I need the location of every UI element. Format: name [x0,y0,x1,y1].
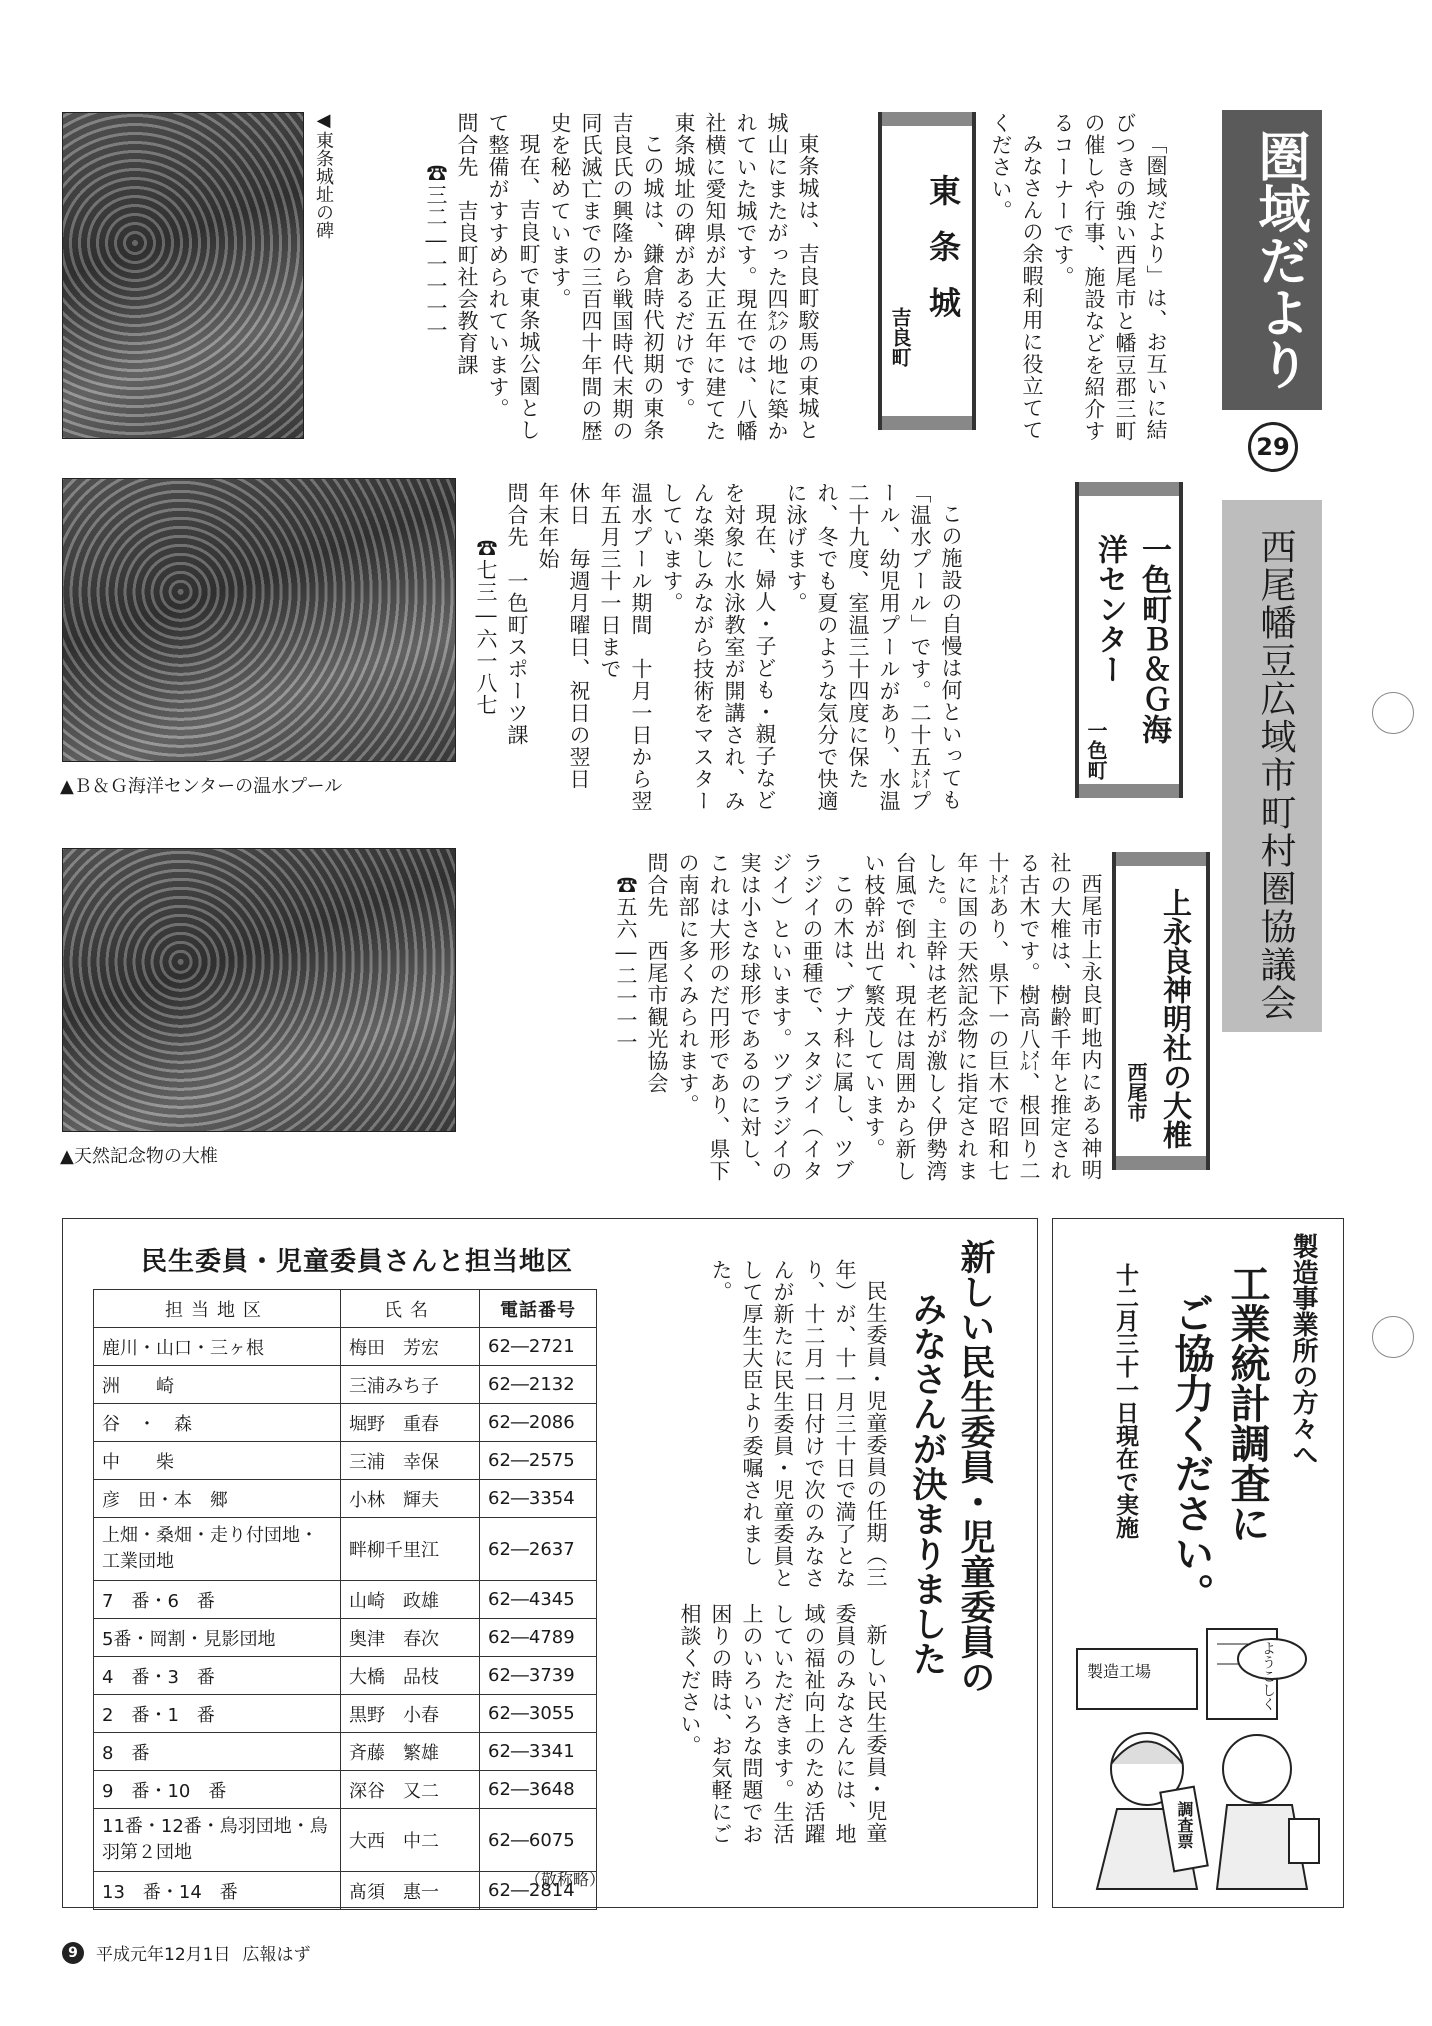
table-cell-name: 黒野 小春 [341,1695,480,1733]
bg-area-label: 一色町 [1084,720,1108,780]
minsei-paragraph: 民生委員・児童委員の任期（三年）が、十一月三十日で満了となり、十二月一日付けで次のみなさんが新たに民生委員・児童委員として厚生大臣より委嘱されました。 [709,1259,888,1589]
tojo-paragraph: 東条城は、吉良町駮馬の東城と城山にまたがった四㌶の地に築かれていた城です。現在では、八幡社横に愛知県が大正五年に建てた東条城址の碑があるだけです。 [672,112,820,442]
table-row [94,1619,597,1657]
tojo-contact-tel: ☎三二―一一一一 [424,162,448,341]
table-row [94,1480,597,1518]
bg-contact-label: 問合先 一色町スポーツ課 [505,482,529,746]
intro-paragraph: みなさんの余暇利用に役立ててください。 [989,112,1044,441]
footer-date: 平成元年12月1日 [96,1945,231,1965]
minsei-heading [903,1239,999,1694]
binder-hole [1372,1316,1414,1358]
minsei-heading-line2: みなさんが決まりました [907,1291,947,1676]
table-cell-area: 谷 ・ 森 [94,1404,341,1442]
table-header-row [94,1290,597,1328]
table-title: 民生委員・児童委員さんと担当地区 [141,1247,574,1277]
table-cell-name: 堀野 重春 [341,1404,480,1442]
table-row [94,1328,597,1366]
bg-text [470,482,966,812]
table-cell-tel: 62―2814 [480,1872,597,1910]
minsei-paragraph: 新しい民生委員・児童委員のみなさんには、地域の福祉向上のため活躍していただきます。生活上のいろいろな問題でお困りの時は、お気軽にご相談ください。 [678,1603,888,1845]
shimmei-area: 西尾市 [1124,1062,1148,1122]
footer [62,1940,310,1965]
footer-pub: 広報はず [242,1945,311,1965]
table-cell-area: 8 番 [94,1733,341,1771]
shimmei-heading-box [1112,852,1210,1170]
table-cell-name: 小林 輝夫 [341,1480,480,1518]
table-cell-tel: 62―2721 [480,1328,597,1366]
banner [1222,110,1322,1032]
th-tel: 電話番号 [480,1290,597,1328]
binder-hole [1372,692,1414,734]
survey-line2: 工業統計調査に [1224,1263,1270,1543]
table-cell-name: 三浦みち子 [341,1366,480,1404]
minsei-heading-line1: 新しい民生委員・児童委員の [955,1239,995,1694]
table-cell-name: 梅田 芳宏 [341,1328,480,1366]
table-cell-area: 7 番・6 番 [94,1581,341,1619]
table-cell-tel: 62―3354 [480,1480,597,1518]
table-cell-name: 大西 中二 [341,1809,480,1872]
shimmei-photo [62,848,456,1132]
table-row [94,1771,597,1809]
table-cell-name: 奥津 春次 [341,1619,480,1657]
table-cell-name: 山崎 政雄 [341,1581,480,1619]
table-cell-tel: 62―3055 [480,1695,597,1733]
table-row [94,1366,597,1404]
bg-heading: 一色町Ｂ＆Ｇ海洋センター [1092,534,1171,744]
table-cell-name: 大橋 品枝 [341,1657,480,1695]
shimmei-heading: 上永良神明社の大椎 [1159,888,1193,1149]
table-cell-name: 畔柳千里江 [341,1518,480,1581]
table-cell-area: 5番・岡割・見影団地 [94,1619,341,1657]
tojo-paragraph: 現在、吉良町で東条城公園として整備がすすめられています。 [486,112,541,441]
bg-caption: ▲Ｂ＆Ｇ海洋センターの温水プール [60,776,343,797]
minsei-text [661,1259,891,1599]
table-cell-tel: 62―4345 [480,1581,597,1619]
table-cell-name: 斉藤 繁雄 [341,1733,480,1771]
shimmei-contact-tel: ☎五六―二一一一 [614,874,638,1053]
table-cell-area: 彦 田・本 郷 [94,1480,341,1518]
minsei-table-box [62,1218,1038,1908]
survey-box [1052,1218,1344,1908]
table-cell-tel: 62―3648 [480,1771,597,1809]
table-row [94,1442,597,1480]
table-cell-area: 中 柴 [94,1442,341,1480]
bg-contact [501,482,532,812]
table-cell-tel: 62―3341 [480,1733,597,1771]
table-row [94,1518,597,1581]
table-note: （敬称略） [525,1870,606,1889]
table-cell-tel: 62―3739 [480,1657,597,1695]
table-row [94,1733,597,1771]
tojo-text [420,112,823,442]
tojo-heading-box [878,112,976,430]
shimmei-contact-label: 問合先 西尾市観光協会 [645,852,669,1094]
intro-text [985,112,1171,442]
table-cell-tel: 62―4789 [480,1619,597,1657]
table-cell-area: 鹿川・山口・三ヶ根 [94,1328,341,1366]
table-cell-area: 洲 崎 [94,1366,341,1404]
tojo-area: 吉良町 [888,307,912,367]
bg-paragraph: 温水プール期間 十月一日から翌年五月三十一日まで [598,482,653,812]
table-cell-name: 髙須 惠一 [341,1872,480,1910]
shimmei-paragraph: この木は、ブナ科に属し、ツブラジイの亜種で、スタジイ（イタジイ）といいます。ツブラジイの実は小さな球形であるのに対し、これは大形のだ円形であり、県下の南部に多くみられます。 [676,852,855,1182]
survey-paper: 調査票 [1175,1801,1194,1849]
table-cell-area: 9 番・10 番 [94,1771,341,1809]
table-row [94,1695,597,1733]
survey-speech: ようこしく [1260,1641,1276,1711]
bg-paragraph: 休日 毎週月曜日、祝日の翌日 年末年始 [536,482,591,812]
table-cell-tel: 62―2132 [480,1366,597,1404]
table-cell-area: 11番・12番・鳥羽団地・鳥羽第２団地 [94,1809,341,1872]
footer-page: 9 [62,1942,84,1964]
bg-contact-tel: ☎七三―六一八七 [474,537,498,716]
tojo-heading: 東条城 [924,174,962,342]
bg-paragraph: 現在、婦人・子ども・親子などを対象に水泳教室が開講され、みんな楽しみながら技術をマスターしています。 [660,482,777,812]
intro-paragraph: 「圏域だより」は、お互いに結びつきの強い西尾市と幡豆郡三町の催しや行事、施設などを紹介するコーナーです。 [1051,112,1168,442]
bg-contact-tel-line [470,482,501,812]
survey-line4: 十二月三十一日現在で実施 [1112,1263,1138,1539]
bg-paragraph: この施設の自慢は何といっても「温水プール」です。二十五㍍プール、幼児用プールがあり、水温二十九度、室温三十四度に保たれ、冬でも夏のような気分で快適に泳げます。 [784,482,963,812]
shimmei-contact [610,852,672,1182]
table-cell-name: 深谷 又二 [341,1771,480,1809]
table-row [94,1872,597,1910]
banner-title: 圏域だより [1249,130,1309,390]
survey-sign: 製造工場 [1087,1662,1152,1681]
table-cell-area: 上畑・桑畑・走り付団地・工業団地 [94,1518,341,1581]
table-cell-tel: 62―2637 [480,1518,597,1581]
banner-subtitle-block [1222,500,1322,1032]
th-area: 担当地区 [94,1290,341,1328]
banner-subtitle: 西尾幡豆広域市町村圏協議会 [1255,528,1296,1022]
table-row [94,1404,597,1442]
survey-line1: 製造事業所の方々へ [1288,1233,1318,1467]
table-cell-area: 2 番・1 番 [94,1695,341,1733]
tojo-caption: ◀東条城址の碑 [313,110,334,239]
survey-line3: ご協力ください。 [1168,1293,1214,1613]
th-name: 氏名 [341,1290,480,1328]
tojo-contact-label: 問合先 吉良町社会教育課 [455,112,479,376]
table-row [94,1657,597,1695]
table-cell-name: 三浦 幸保 [341,1442,480,1480]
shimmei-text [470,852,1106,1182]
minsei-text-2 [661,1603,891,1863]
table-cell-area: 4 番・3 番 [94,1657,341,1695]
table-row [94,1581,597,1619]
tojo-contact [420,112,482,442]
tojo-photo [62,112,304,439]
banner-title-block [1222,110,1322,410]
minsei-table [93,1289,597,1910]
bg-photo [62,478,456,762]
table-cell-tel: 62―2086 [480,1404,597,1442]
table-cell-area: 13 番・14 番 [94,1872,341,1910]
shimmei-paragraph: 西尾市上永良町地内にある神明社の大椎は、樹齢千年と推定される古木です。樹高八㍍、根回り二十㍍あり、県下一の巨木で昭和七年に国の天然記念物に指定されました。主幹は老朽が激しく伊勢湾台風で倒れ、現在は周囲から新しい枝幹が出て繁茂しています。 [862,852,1103,1182]
banner-number: 29 [1248,422,1298,472]
tojo-paragraph: この城は、鎌倉時代初期の東条吉良氏の興隆から戦国時代末期の同氏滅亡までの三百四十年間の歴史を秘めています。 [548,112,665,442]
shimmei-caption: ▲天然記念物の大椎 [60,1146,218,1167]
table-cell-tel: 62―2575 [480,1442,597,1480]
table-cell-tel: 62―6075 [480,1809,597,1872]
table-row [94,1809,597,1872]
